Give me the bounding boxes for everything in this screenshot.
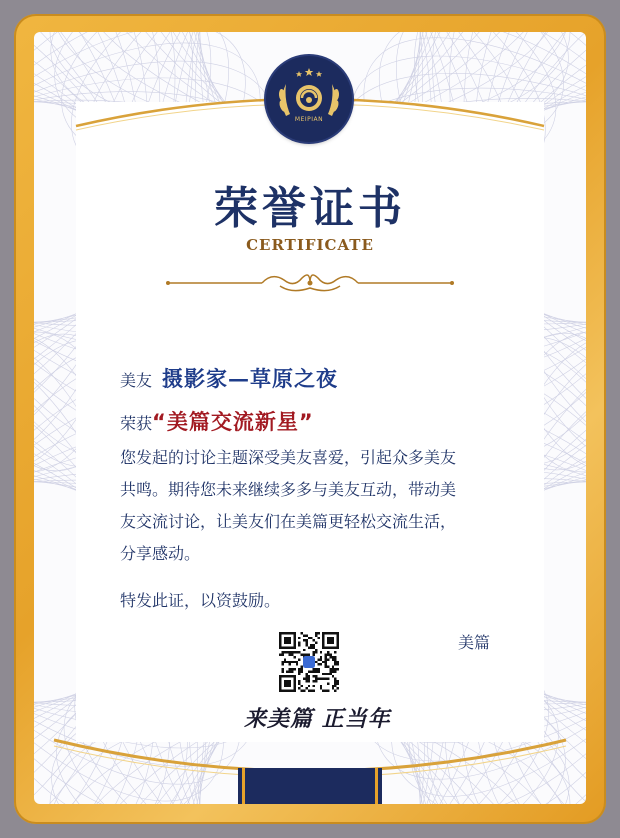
- emblem-text: MEIPIAN: [294, 116, 324, 123]
- recipient-name: 摄影家—草原之夜: [162, 366, 339, 391]
- issuer-signature: 美篇: [458, 633, 491, 652]
- body-line: 共鸣。期待您未来继续多多与美友互动，带动美: [120, 480, 457, 499]
- certificate-title: 荣誉证书: [214, 183, 406, 234]
- body-line: 分享感动。: [120, 544, 201, 563]
- award-prefix: 荣获: [120, 414, 153, 433]
- ornament-divider: [162, 268, 458, 298]
- laurel-wreath-icon: [266, 56, 352, 142]
- certificate-subtitle: CERTIFICATE: [246, 236, 374, 254]
- recipient-prefix: 美友: [120, 371, 153, 390]
- encouragement-text: 特发此证，以资鼓励。: [120, 591, 281, 610]
- body-line: 您发起的讨论主题深受美友喜爱，引起众多美友: [120, 448, 457, 467]
- qr-code: [279, 632, 339, 692]
- award-line: [120, 406, 314, 436]
- body-line: 友交流讨论，让美友们在美篇更轻松交流生活，: [120, 512, 457, 531]
- meipian-logo-icon: [296, 85, 322, 111]
- bottom-ribbon: [238, 768, 382, 804]
- certificate-body: [120, 442, 500, 570]
- award-name: “美篇交流新星”: [152, 410, 314, 434]
- recipient-line: [120, 363, 338, 393]
- star-icon: [296, 68, 322, 77]
- certificate-sheet: [34, 32, 586, 804]
- slogan-calligraphy: 来美篇 正当年: [244, 706, 391, 732]
- meipian-emblem: [266, 56, 352, 142]
